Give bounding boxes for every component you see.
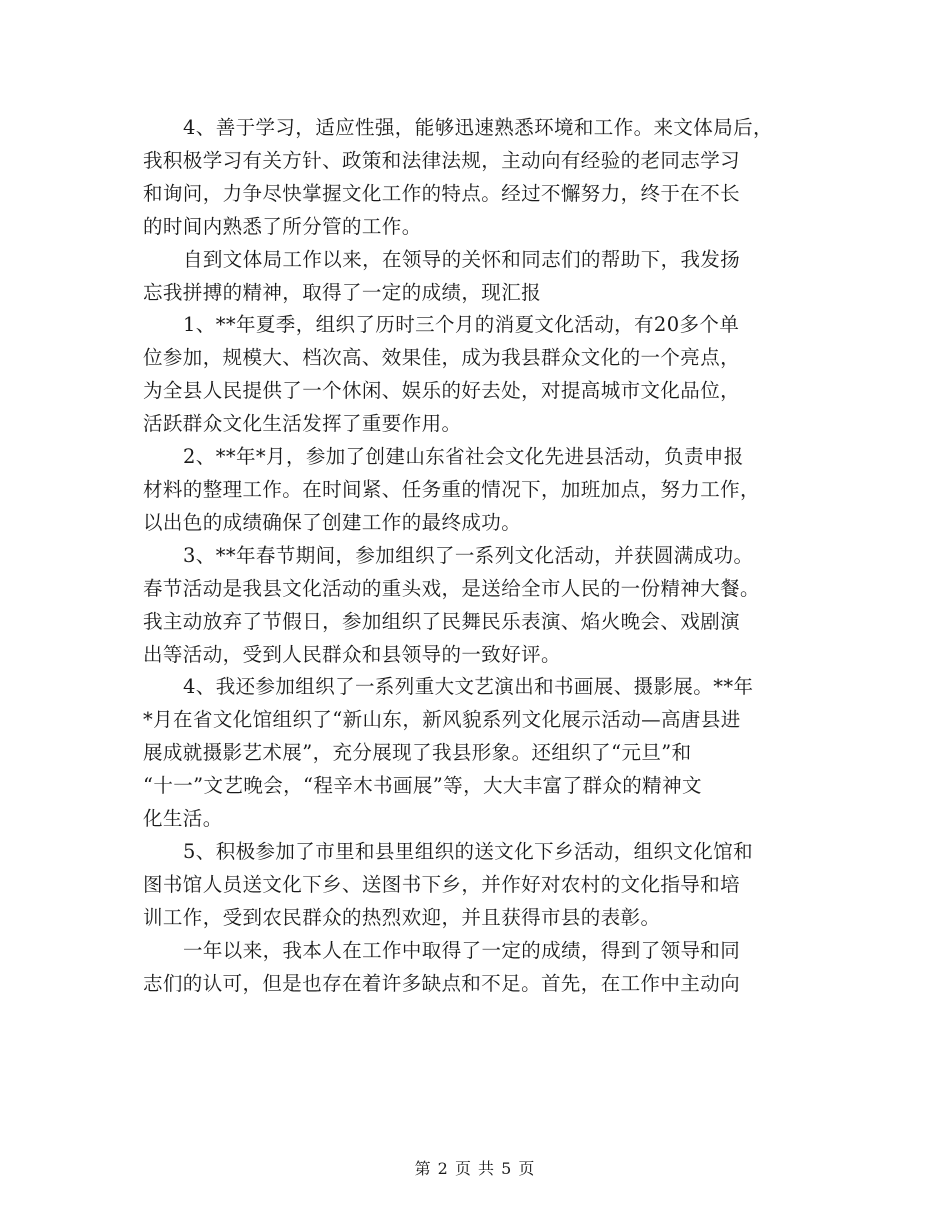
text-line: 一年以来，我本人在工作中取得了一定的成绩，得到了领导和同 — [183, 938, 741, 962]
text-line: 4、我还参加组织了一系列重大文艺演出和书画展、摄影展。**年 — [183, 675, 754, 699]
paragraph — [143, 112, 813, 244]
paragraph — [143, 540, 813, 672]
text-line: 化生活。 — [143, 807, 223, 831]
text-line: 我主动放弃了节假日，参加组织了民舞民乐表演、焰火晚会、戏剧演 — [143, 609, 741, 633]
paragraph — [143, 244, 813, 310]
document-body — [143, 112, 813, 1000]
text-line: 忘我拼搏的精神，取得了一定的成绩，现汇报 — [143, 280, 542, 304]
text-line: 3、**年春节期间，参加组织了一系列文化活动，并获圆满成功。 — [183, 543, 754, 567]
paragraph — [143, 441, 813, 540]
text-line: 训工作，受到农民群众的热烈欢迎，并且获得市县的表彰。 — [143, 905, 661, 929]
text-line: 春节活动是我县文化活动的重头戏，是送给全市人民的一份精神大餐。 — [143, 576, 760, 600]
paragraph — [143, 671, 813, 836]
text-line: 的时间内熟悉了所分管的工作。 — [143, 214, 422, 238]
text-line: 我积极学习有关方针、政策和法律法规，主动向有经验的老同志学习 — [143, 148, 741, 172]
text-line: 1、**年夏季，组织了历时三个月的消夏文化活动，有20多个单 — [183, 313, 740, 337]
text-line: *月在省文化馆组织了“新山东，新风貌系列文化展示活动—高唐县进 — [143, 708, 741, 732]
text-line: 图书馆人员送文化下乡、送图书下乡，并作好对农村的文化指导和培 — [143, 872, 741, 896]
text-line: 志们的认可，但是也存在着许多缺点和不足。首先，在工作中主动向 — [143, 971, 741, 995]
text-line: 活跃群众文化生活发挥了重要作用。 — [143, 412, 462, 436]
text-line: 位参加，规模大、档次高、效果佳，成为我县群众文化的一个亮点， — [143, 346, 741, 370]
text-line: 和询问，力争尽快掌握文化工作的特点。经过不懈努力，终于在不长 — [143, 181, 741, 205]
text-line: 2、**年*月，参加了创建山东省社会文化先进县活动，负责申报 — [183, 445, 744, 469]
text-line: 材料的整理工作。在时间紧、任务重的情况下，加班加点，努力工作， — [143, 477, 760, 501]
paragraph — [143, 935, 813, 1001]
text-line: “十一”文艺晚会，“程辛木书画展”等，大大丰富了群众的精神文 — [143, 774, 702, 798]
paragraph — [143, 836, 813, 935]
paragraph — [143, 309, 813, 441]
page-footer: 第 2 页 共 5 页 — [414, 1159, 536, 1178]
text-line: 自到文体局工作以来，在领导的关怀和同志们的帮助下，我发扬 — [183, 247, 741, 271]
text-line: 出等活动，受到人民群众和县领导的一致好评。 — [143, 642, 561, 666]
text-line: 为全县人民提供了一个休闲、娱乐的好去处，对提高城市文化品位， — [143, 379, 741, 403]
text-line: 4、善于学习，适应性强，能够迅速熟悉环境和工作。来文体局后， — [183, 116, 773, 139]
text-line: 5、积极参加了市里和县里组织的送文化下乡活动，组织文化馆和 — [183, 839, 754, 863]
text-line: 以出色的成绩确保了创建工作的最终成功。 — [143, 510, 522, 534]
text-line: 展成就摄影艺术展”，充分展现了我县形象。还组织了“元旦”和 — [143, 741, 692, 765]
